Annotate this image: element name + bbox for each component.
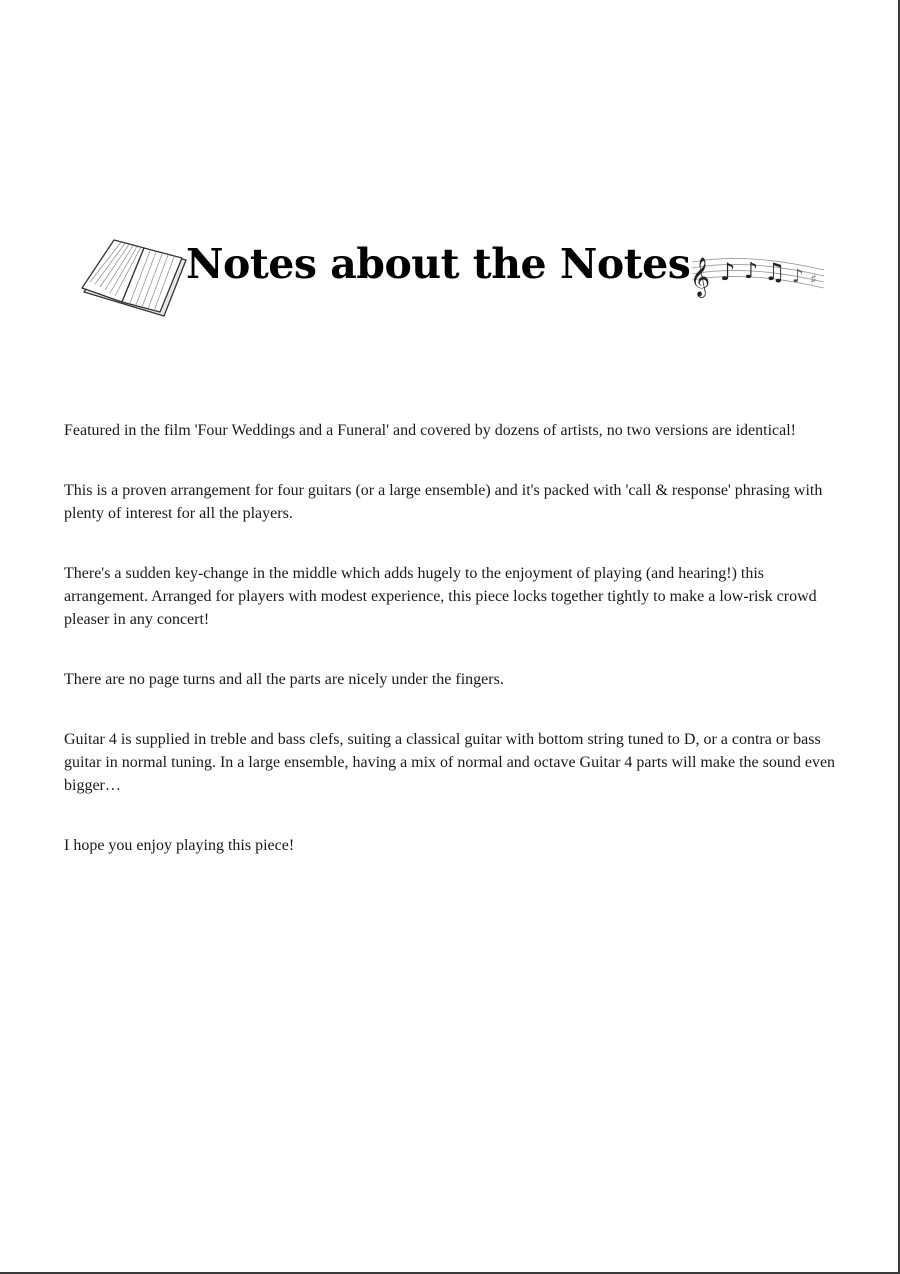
svg-text:♪: ♪ <box>792 266 804 287</box>
paragraph-closing: I hope you enjoy playing this piece! <box>64 837 295 854</box>
notes-body <box>64 419 840 894</box>
page-header <box>78 226 838 326</box>
svg-text:♪: ♪ <box>720 258 736 286</box>
paragraph-page-turns: There are no page turns and all the parts are nicely under the fingers. <box>64 671 504 688</box>
page-title: Notes about the Notes <box>186 240 691 288</box>
music-notes-icon <box>688 240 828 300</box>
paragraph-arrangement: This is a proven arrangement for four guitars (or a large ensemble) and it's packed with 'call & response' phrasing with plenty of interest for all the players. <box>64 482 823 522</box>
paragraph-guitar-4: Guitar 4 is supplied in treble and bass clefs, suiting a classical guitar with bottom string tuned to D, or a contra or bass guitar in normal tuning. In a large ensemble, having a mix of normal and octave Guitar 4 parts will make the sound even bigger… <box>64 731 836 794</box>
open-book-icon <box>78 232 190 324</box>
svg-text:♯: ♯ <box>810 272 817 288</box>
paragraph-film: Featured in the film 'Four Weddings and a Funeral' and covered by dozens of artists, no two versions are identical! <box>64 422 796 439</box>
svg-text:♪: ♪ <box>744 259 759 284</box>
svg-text:♫: ♫ <box>764 258 786 286</box>
paragraph-key-change: There's a sudden key-change in the middle which adds hugely to the enjoyment of playing (and hearing!) this arrangement. Arranged for players with modest experience, this piece locks together tightly to make a low-risk crowd pleaser in any concert! <box>64 565 817 628</box>
svg-text:𝄞: 𝄞 <box>690 257 711 297</box>
